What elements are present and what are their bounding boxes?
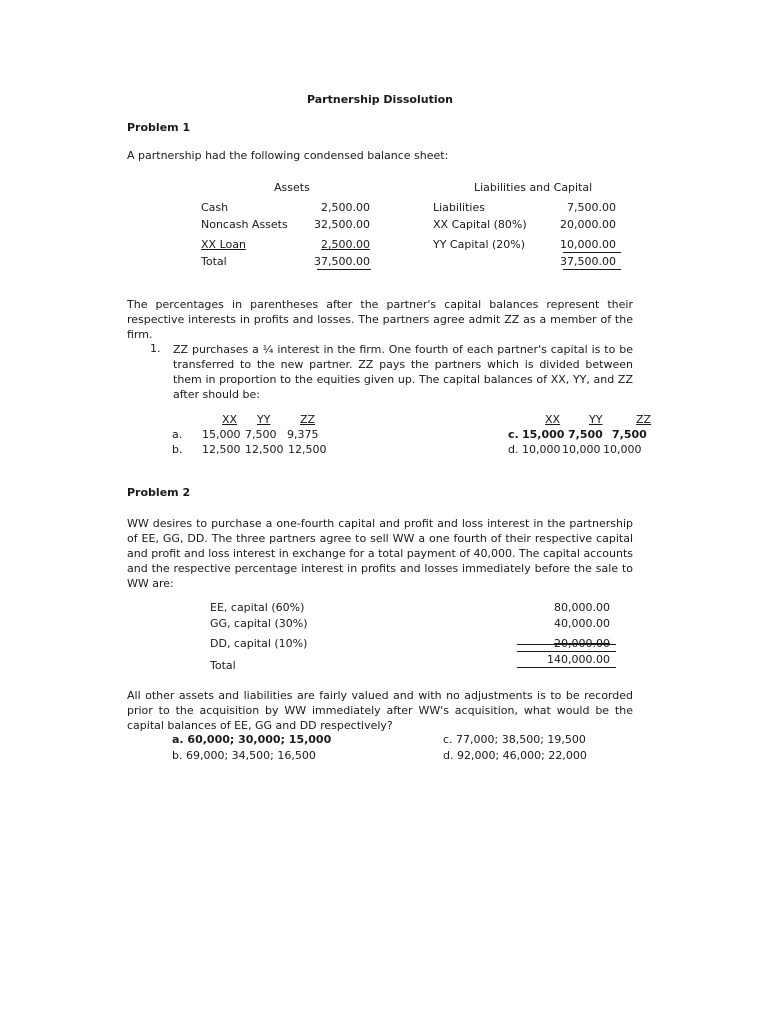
capital-label: GG, capital (30%) (210, 617, 308, 630)
option-c-xx: 15,000 (522, 428, 565, 441)
capital-value: 20,000.00 (554, 637, 610, 650)
subtotal-underline (517, 651, 616, 652)
problem-1-note: The percentages in parentheses after the partner's capital balances represent their respective interests in profits and losses. The partners agree admit ZZ as a member of the firm. (127, 298, 633, 341)
subtotal-underline (563, 252, 621, 253)
capital-value: 40,000.00 (554, 617, 610, 630)
col-header-yy: YY (257, 413, 271, 426)
problem-2-heading: Problem 2 (127, 486, 191, 499)
question-1-number: 1. (150, 342, 161, 355)
liability-label: Liabilities (433, 201, 485, 214)
assets-header: Assets (274, 181, 310, 194)
question-1-body: ZZ purchases a ¼ interest in the firm. One fourth of each partner's capital is to be transferred to the new partner. ZZ pays the partners which is divided between them in proportion to the equities given up. The capital balances of XX, YY, and ZZ after should be: (173, 343, 633, 401)
capital-label: DD, capital (10%) (210, 637, 308, 650)
liability-value: 20,000.00 (560, 218, 616, 231)
liability-label: YY Capital (20%) (433, 238, 526, 251)
option-b-zz: 12,500 (288, 443, 327, 456)
option-a-yy: 7,500 (245, 428, 277, 441)
liability-value: 7,500.00 (567, 201, 616, 214)
option-c-yy: 7,500 (568, 428, 603, 441)
col-header-xx-right: XX (545, 413, 561, 426)
option-c: c. 77,000; 38,500; 19,500 (443, 733, 586, 746)
asset-total-label: Total (201, 255, 227, 268)
capital-total-value: 140,000.00 (547, 653, 610, 666)
liabilities-header: Liabilities and Capital (474, 181, 593, 194)
total-underline (517, 667, 616, 668)
capital-total-label: Total (210, 659, 236, 672)
option-a: a. 60,000; 30,000; 15,000 (172, 733, 332, 746)
option-d: d. 92,000; 46,000; 22,000 (443, 749, 587, 762)
asset-value: 2,500.00 (321, 238, 370, 251)
question-1-text (173, 342, 633, 402)
total-underline (563, 269, 621, 270)
problem-2-question: All other assets and liabilities are fairly valued and with no adjustments is to be recorded prior to the acquisition by WW immediately after WW's acquisition, what would be the capital balances of EE, GG and DD respectively? (127, 689, 633, 732)
capital-value: 80,000.00 (554, 601, 610, 614)
capital-label: EE, capital (60%) (210, 601, 305, 614)
total-underline (317, 269, 371, 270)
col-header-xx: XX (222, 413, 238, 426)
option-b-letter: b. (172, 443, 183, 456)
asset-value: 32,500.00 (314, 218, 370, 231)
option-b: b. 69,000; 34,500; 16,500 (172, 749, 316, 762)
problem-1-heading: Problem 1 (127, 121, 191, 134)
option-c-letter: c. (508, 428, 519, 441)
asset-total-value: 37,500.00 (314, 255, 370, 268)
asset-value: 2,500.00 (321, 201, 370, 214)
liability-label: XX Capital (80%) (433, 218, 527, 231)
option-b-yy: 12,500 (245, 443, 284, 456)
option-a-letter: a. (172, 428, 183, 441)
col-header-yy-right: YY (589, 413, 603, 426)
option-d-yy: 10,000 (562, 443, 601, 456)
option-a-zz: 9,375 (287, 428, 319, 441)
option-a-xx: 15,000 (202, 428, 241, 441)
option-c-zz: 7,500 (612, 428, 647, 441)
asset-label: Noncash Assets (201, 218, 288, 231)
option-d-xx: 10,000 (522, 443, 561, 456)
strike-rule (517, 644, 616, 645)
problem-1-intro: A partnership had the following condensed balance sheet: (127, 149, 449, 162)
col-header-zz-right: ZZ (636, 413, 652, 426)
problem-2-intro: WW desires to purchase a one-fourth capital and profit and loss interest in the partnership of EE, GG, DD. The three partners agree to sell WW a one fourth of their respective capital and profit and loss interest in exchange for a total payment of 40,000. The capital accounts and the respective percentage interest in profits and losses immediately before the sale to WW are: (127, 517, 633, 590)
page-title: Partnership Dissolution (306, 93, 453, 106)
option-d-zz: 10,000 (603, 443, 642, 456)
option-b-xx: 12,500 (202, 443, 241, 456)
option-d-letter: d. (508, 443, 519, 456)
liability-total-value: 37,500.00 (560, 255, 616, 268)
asset-label: Cash (201, 201, 229, 214)
col-header-zz: ZZ (300, 413, 316, 426)
liability-value: 10,000.00 (560, 238, 616, 251)
asset-label: XX Loan (201, 238, 246, 251)
